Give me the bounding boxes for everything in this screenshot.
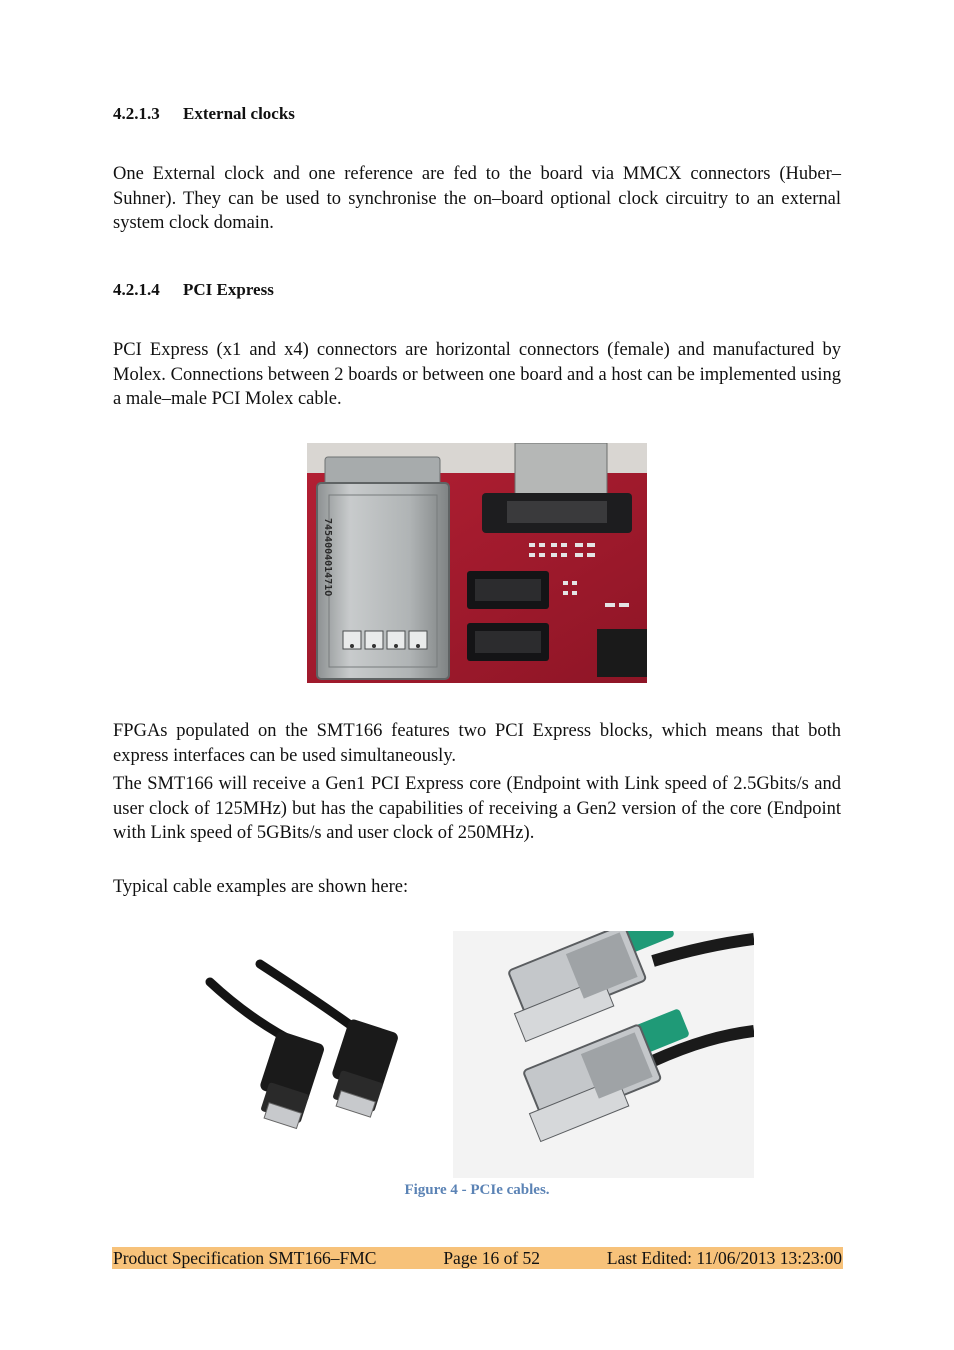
footer-last-edited: Last Edited: 11/06/2013 13:23:00 (606, 1247, 842, 1268)
board-photo-illustration (307, 443, 647, 683)
cable-photo-illustration (200, 950, 438, 1130)
footer-page-number: Page 16 of 52 (443, 1247, 541, 1268)
footer-product: Product Specification SMT166–FMC (113, 1247, 377, 1268)
cable-photo-illustration (453, 931, 754, 1178)
section-title: PCI Express (183, 280, 274, 299)
pcie-connector-board-photo (307, 443, 647, 683)
fpga-blocks-paragraph: FPGAs populated on the SMT166 features two PCI Express blocks, which means that both express interfaces can be used simultaneously. (113, 721, 841, 766)
section-heading-pci-express (113, 280, 274, 300)
cable-examples-intro: Typical cable examples are shown here: (113, 877, 409, 897)
section-number: 4.2.1.3 (113, 104, 160, 123)
pcie-external-cable-photo (453, 931, 754, 1178)
section-heading-external-clocks (113, 104, 295, 124)
dvi-style-cable-photo (200, 950, 438, 1130)
section-number: 4.2.1.4 (113, 280, 160, 299)
connector-label-text: 745400401471O (322, 518, 333, 597)
pci-connectors-paragraph: PCI Express (x1 and x4) connectors are horizontal connectors (female) and manufactured by Molex. Connections between 2 boards or between one board and a host can be implemented using a male–male PCI Molex cable. (113, 340, 841, 409)
section-title: External clocks (183, 104, 295, 123)
page-footer (112, 1247, 843, 1269)
external-clocks-paragraph: One External clock and one reference are fed to the board via MMCX connectors (Huber–Suhner). They can be used to synchronise the on–board optional clock circuitry to an external system clock domain. (113, 164, 841, 233)
figure-caption: Figure 4 - PCIe cables. (404, 1182, 550, 1198)
gen-core-paragraph: The SMT166 will receive a Gen1 PCI Express core (Endpoint with Link speed of 2.5Gbits/s and user clock of 125MHz) but has the capabilities of receiving a Gen2 version of the core (Endpoint with Link speed of 5GBits/s and user clock of 250MHz). (113, 774, 841, 843)
